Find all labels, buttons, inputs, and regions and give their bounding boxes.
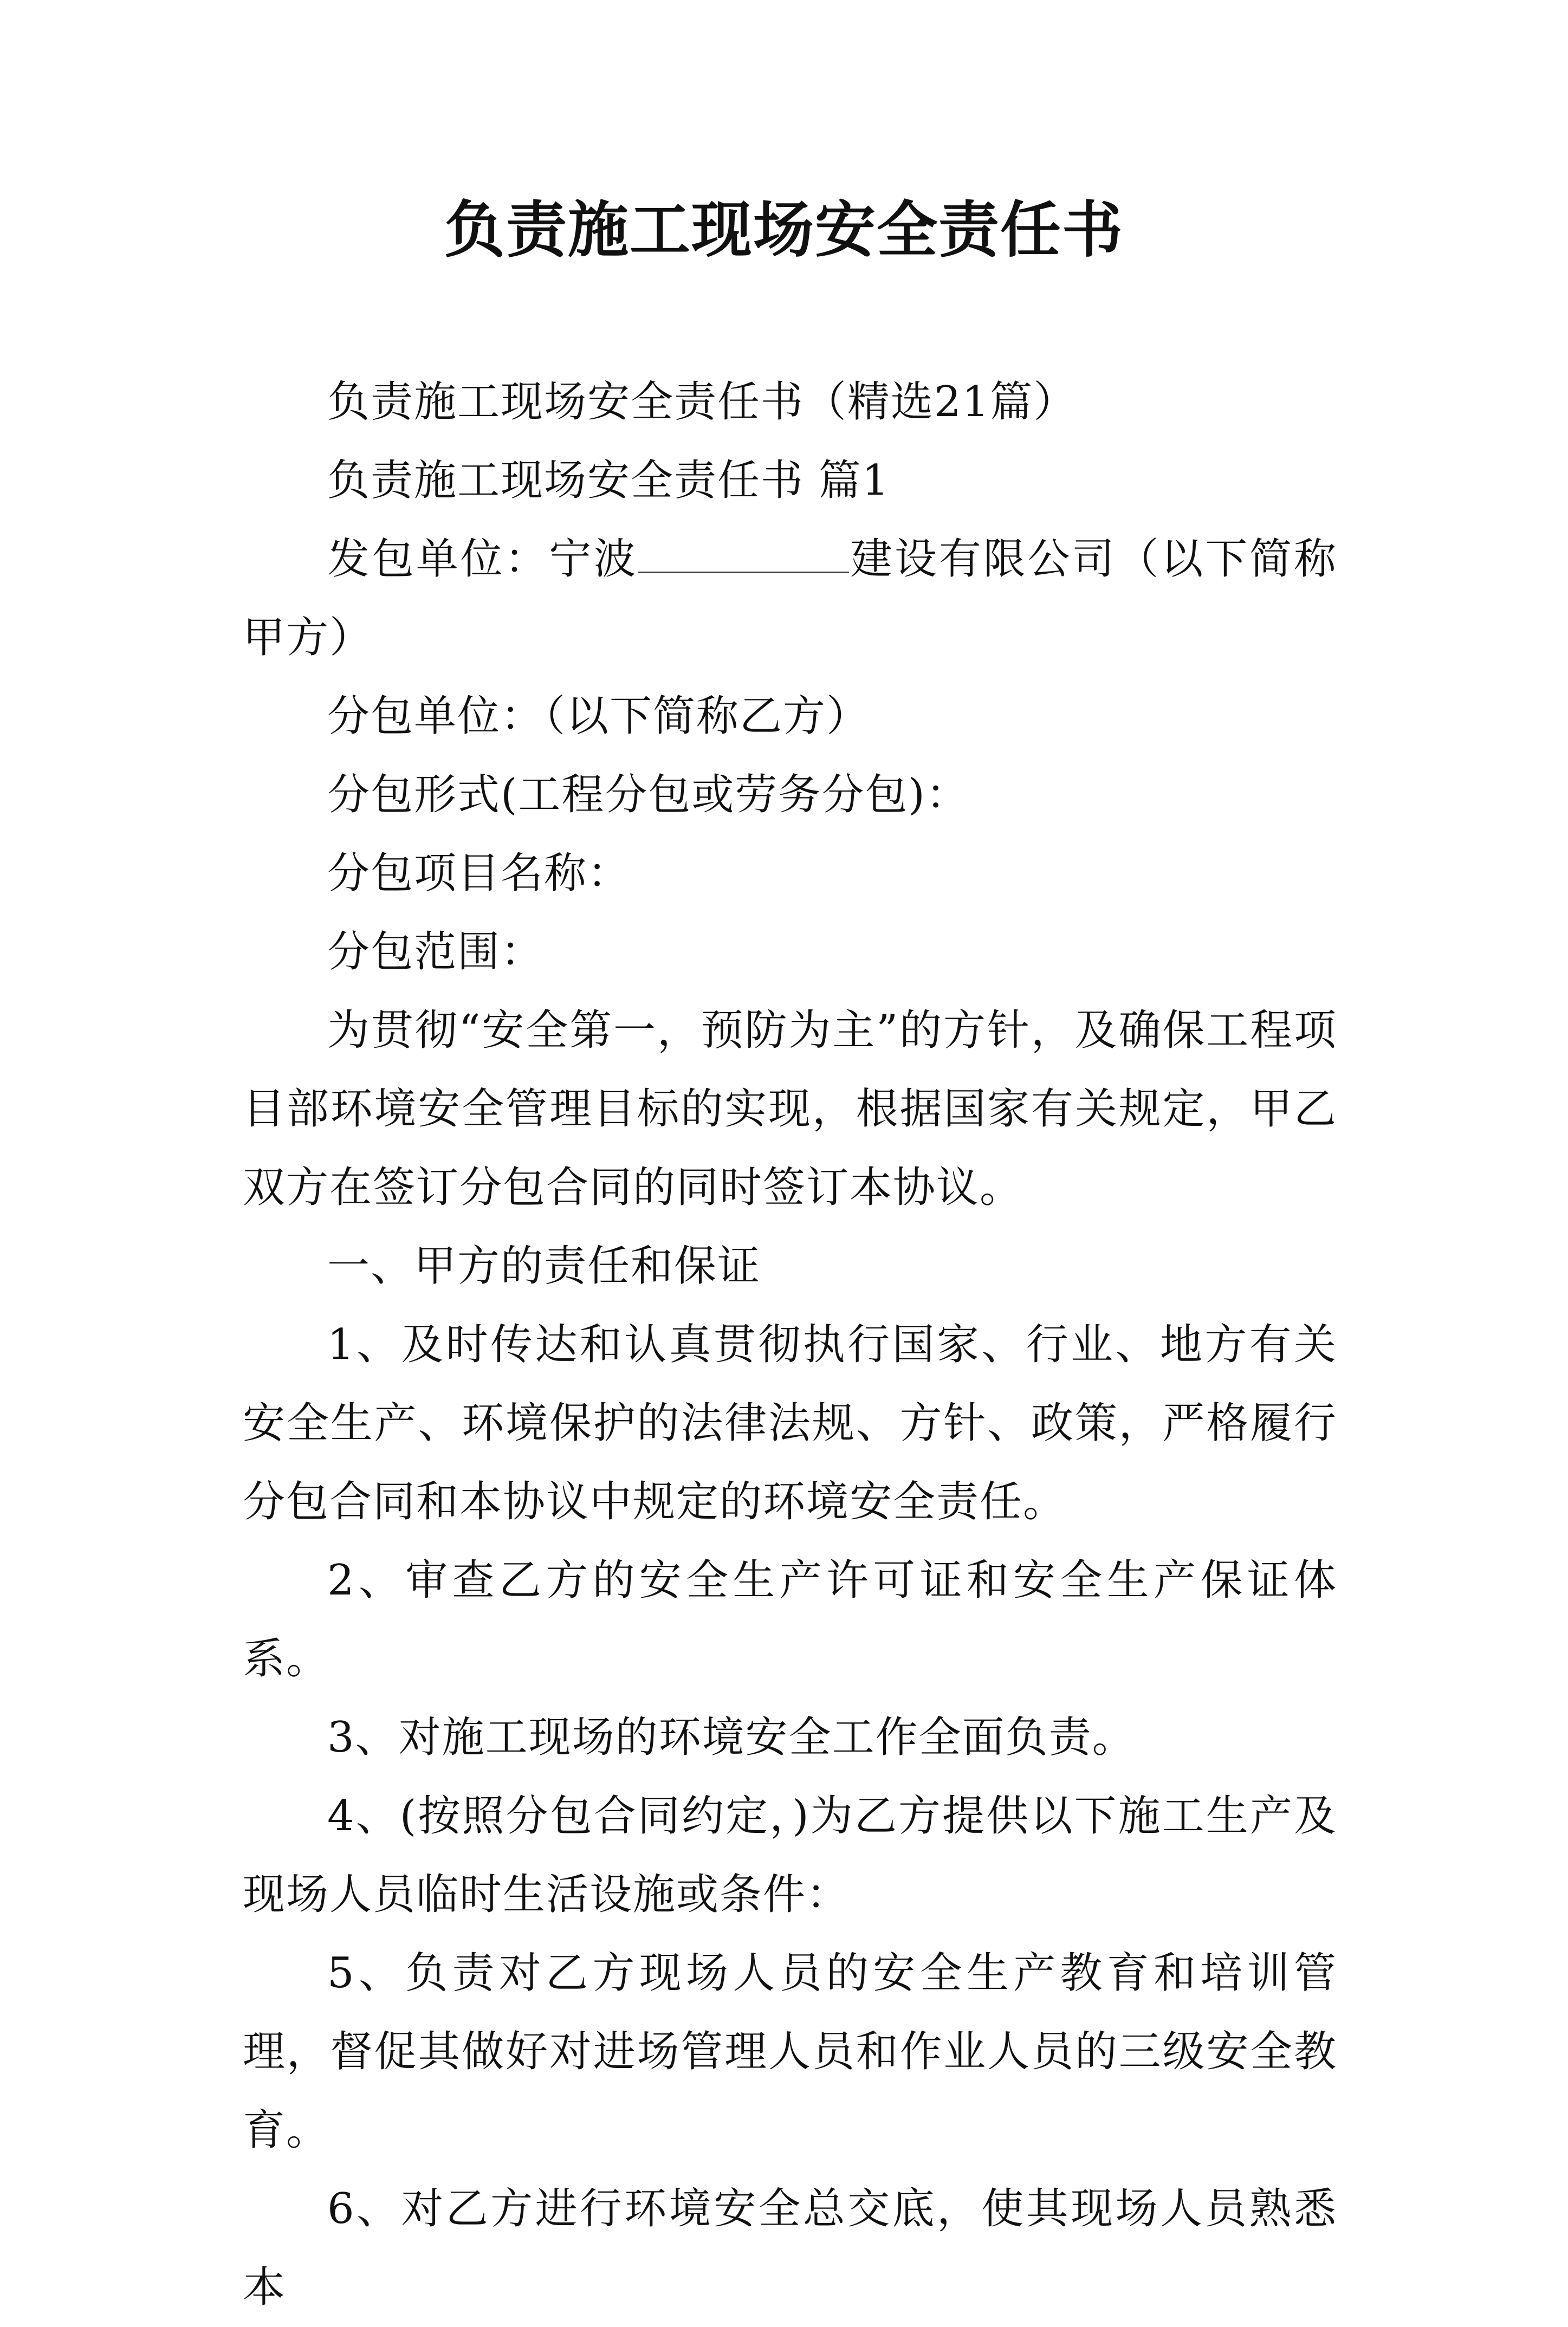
fill-in-blank xyxy=(638,534,849,573)
employer-suffix: 建设有限公司（以下简称甲方） xyxy=(243,535,1337,662)
clause-5: 5、负责对乙方现场人员的安全生产教育和培训管理，督促其做好对进场管理人员和作业人员的三级安全教育。 xyxy=(243,1949,1337,2155)
party-a-heading: 一、甲方的责任和保证 xyxy=(327,1242,761,1291)
employer-line xyxy=(243,520,1337,677)
project-name-line: 分包项目名称： xyxy=(327,849,631,898)
scope-line: 分包范围： xyxy=(327,928,545,976)
subcontractor-line: 分包单位：（以下简称乙方） xyxy=(327,692,870,741)
document-title: 负责施工现场安全责任书 xyxy=(444,195,1124,265)
subcontract-form-line: 分包形式(工程分包或劳务分包)： xyxy=(327,770,969,819)
clause-6: 6、对乙方进行环境安全总交底，使其现场人员熟悉本 xyxy=(243,2185,1337,2312)
clause-3: 3、对施工现场的环境安全工作全面负责。 xyxy=(327,1713,1136,1762)
clause-2: 2、审查乙方的安全生产许可证和安全生产保证体系。 xyxy=(243,1556,1337,1683)
intro-paragraph: 为贯彻“安全第一，预防为主”的方针，及确保工程项目部环境安全管理目标的实现，根据国家有关规定，甲乙双方在签订分包合同的同时签订本协议。 xyxy=(243,1006,1337,1212)
document-body xyxy=(243,363,1337,2327)
subtitle: 负责施工现场安全责任书（精选21篇） xyxy=(327,378,1077,426)
section-heading: 负责施工现场安全责任书 篇1 xyxy=(327,456,890,505)
employer-prefix: 发包单位：宁波 xyxy=(327,535,638,584)
clause-4: 4、(按照分包合同约定，)为乙方提供以下施工生产及现场人员临时生活设施或条件： xyxy=(243,1792,1337,1919)
clause-1: 1、及时传达和认真贯彻执行国家、行业、地方有关安全生产、环境保护的法律法规、方针、政策，严格履行分包合同和本协议中规定的环境安全责任。 xyxy=(243,1320,1337,1526)
